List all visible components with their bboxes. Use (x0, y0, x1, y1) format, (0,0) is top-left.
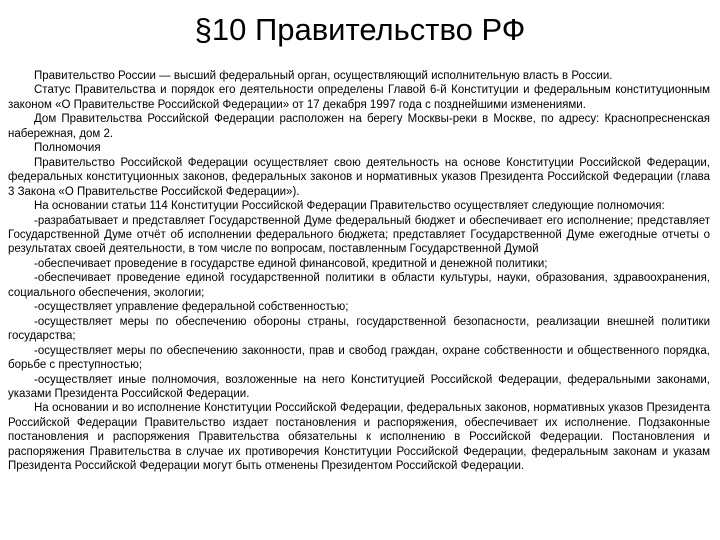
paragraph-article-114: На основании статьи 114 Конституции Российской Федерации Правительство осуществляет следующие полномочия: (34, 200, 665, 213)
page-title: §10 Правительство РФ (194, 12, 526, 47)
list-item-budget: -разрабатывает и представляет Государственной Думе федеральный бюджет и обеспечивает его исполнение; представляет Государственной Думе отчёт об исполнении федерального бюджета; представляет Государственной Думе ежегодные отчеты о результатах своей деятельности, в том числе по вопросам, поставленным Государственной Думой (8, 214, 710, 256)
section-heading-powers: Полномочия (34, 142, 101, 155)
list-item-finance: -обеспечивает проведение в государстве единой финансовой, кредитной и денежной политики; (34, 257, 548, 270)
paragraph-definition: Правительство России — высший федеральный орган, осуществляющий исполнительную власть в России. (34, 70, 613, 82)
list-item-defense: -осуществляет меры по обеспечению обороны страны, государственной безопасности, реализации внешней политики государства; (8, 315, 710, 343)
list-item-culture: -обеспечивает проведение единой государственной политики в области культуры, науки, образования, здравоохранения, социального обеспечения, экологии; (8, 272, 710, 299)
body-text (8, 69, 710, 474)
paragraph-location: Дом Правительства Российской Федерации расположен на берегу Москвы-реки в Москве, по адресу: Краснопресненская набережная, дом 2. (8, 113, 710, 140)
paragraph-legal-basis: Правительство Российской Федерации осуществляет свою деятельность на основе Конституции Российской Федерации, федеральных конституционных законов, федеральных законов и нормативных указов Президента Российской Федерации (глава 3 Закона «О Правительстве Российской Федерации»). (8, 156, 710, 198)
list-item-law: -осуществляет меры по обеспечению законности, прав и свобод граждан, охране собственности и общественного порядка, борьбе с преступностью; (8, 344, 710, 372)
paragraph-status: Статус Правительства и порядок его деятельности определены Главой 6-й Конституции и федеральным конституционным законом «О Правительстве Российской Федерации» от 17 декабря 1997 года с позднейшими изменениями. (8, 84, 710, 111)
list-item-other: -осуществляет иные полномочия, возложенные на него Конституцией Российской Федерации, федеральными законами, указами Президента Российской Федерации. (8, 373, 710, 400)
list-item-property: -осуществляет управление федеральной собственностью; (34, 301, 349, 314)
paragraph-decrees: На основании и во исполнение Конституции Российской Федерации, федеральных законов, нормативных указов Президента Российской Федерации Правительство издает постановления и распоряжения, обеспечивает их исполнение. Подзаконные постановления и распоряжения Правительства обязательны к исполнению в Российской Федерации. Постановления и распоряжения Правительства в случае их противоречия Конституции Российской Федерации, федеральным законам и указам Президента Российской Федерации могут быть отменены Президентом Российской Федерации. (8, 402, 710, 473)
